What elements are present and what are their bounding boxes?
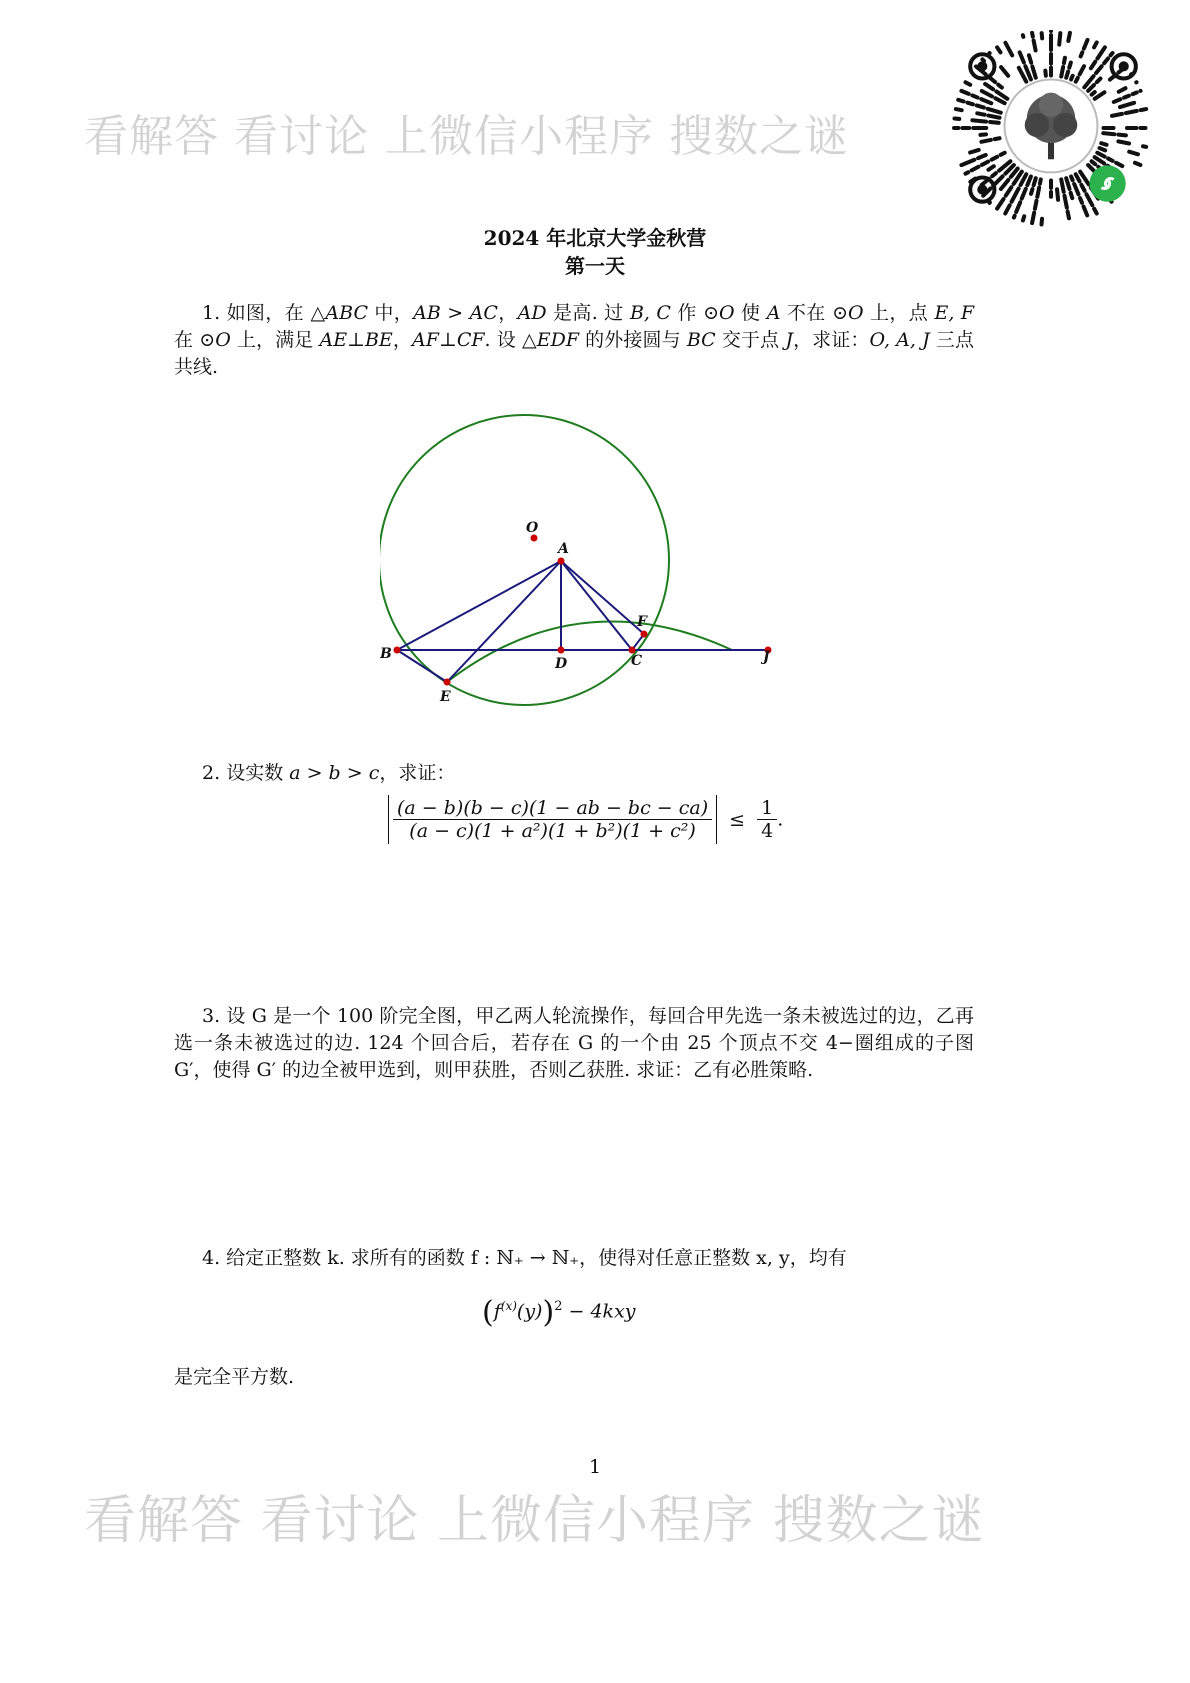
qr-ray	[1068, 212, 1069, 219]
qr-ray	[1001, 67, 1008, 76]
qr-ray	[1116, 163, 1122, 166]
qr-ray	[1032, 33, 1033, 37]
qr-ray	[1061, 179, 1063, 191]
qr-ray	[1014, 216, 1015, 218]
qr-ray	[1012, 188, 1019, 201]
qr-ray	[965, 82, 970, 85]
qr-ray	[1029, 55, 1031, 62]
segment-AC	[561, 561, 632, 650]
left-paren: (	[482, 1295, 494, 1330]
qr-ray	[1141, 109, 1146, 110]
qr-ray	[982, 59, 984, 61]
relation-symbol: ≤	[729, 808, 746, 831]
qr-ray	[1108, 159, 1112, 161]
qr-ray	[1111, 53, 1113, 55]
qr-ray	[1016, 202, 1020, 212]
qr-ray	[988, 166, 993, 170]
watermark-top: 看解答 看讨论 上微信小程序 搜数之谜	[84, 111, 849, 162]
problem-1: 1. 如图，在 △ABC 中，AB > AC，AD 是高. 过 B, C 作 ⊙O 使 A 不在 ⊙O 上，点 E, F 在 ⊙O 上，满足 AE⊥BE，AF⊥CF. 设 △EDF 的外接圆与 BC 交于点 J，求证：O, A, J 三点共线.	[174, 302, 974, 378]
qr-ray	[1068, 33, 1070, 41]
qr-ray	[1080, 198, 1082, 203]
qr-ray	[1020, 52, 1024, 62]
problem-2: 2. 设实数 a > b > c，求证：	[202, 762, 456, 784]
qr-ray	[992, 157, 998, 160]
fraction-numerator: (a − b)(b − c)(1 − ab − bc − ca)	[393, 797, 712, 820]
qr-ray	[980, 134, 986, 135]
qr-ray	[1092, 92, 1095, 95]
expr-arg: (y)	[516, 1300, 543, 1323]
fraction-denominator: (a − c)(1 + a²)(1 + b²)(1 + c²)	[409, 820, 696, 842]
circle-O	[380, 415, 669, 705]
segment-AE	[447, 561, 561, 682]
qr-ray	[972, 167, 979, 171]
qr-ray	[1064, 58, 1065, 63]
qr-ray	[1097, 47, 1104, 58]
qr-ray	[981, 99, 991, 103]
qr-ray	[1086, 194, 1092, 205]
qr-ray	[1092, 161, 1096, 164]
qr-ray	[1071, 76, 1073, 80]
qr-ray	[961, 160, 974, 165]
qr-ray	[1088, 85, 1094, 91]
expr-iterate: (x)	[500, 1299, 517, 1314]
point-D	[558, 647, 565, 654]
label-O: O	[526, 520, 539, 536]
qr-ray	[1064, 196, 1066, 208]
qr-ray	[1124, 96, 1129, 98]
label-A: A	[558, 541, 569, 557]
qr-ray	[1037, 188, 1039, 197]
point-B	[394, 647, 401, 654]
qr-ray	[997, 47, 1000, 52]
qr-ray	[977, 105, 984, 107]
qr-ray	[1080, 66, 1084, 74]
rhs-denominator: 4	[761, 820, 774, 842]
qr-ray	[1126, 111, 1137, 113]
qr-ray	[1066, 72, 1068, 78]
qr-ray	[1042, 33, 1043, 38]
qr-ray	[1088, 165, 1095, 172]
label-B: B	[380, 646, 392, 662]
qr-ray	[1119, 88, 1126, 92]
qr-ray	[1027, 176, 1031, 185]
qr-ray	[1066, 178, 1069, 189]
qr-ray	[1071, 193, 1073, 198]
expr-power: 2	[554, 1299, 563, 1315]
problem-3	[174, 1003, 974, 1084]
page-number: 1	[588, 1456, 602, 1478]
qr-ray	[965, 172, 968, 173]
qr-ray	[1045, 71, 1046, 76]
qr-ray	[1059, 33, 1060, 44]
qr-ray	[1006, 187, 1012, 195]
qr-ray	[1112, 114, 1122, 116]
problem-4	[174, 1245, 974, 1272]
qr-ray	[1081, 52, 1083, 56]
qr-ray	[1057, 189, 1058, 199]
qr-ray	[1135, 163, 1140, 165]
qr-ray	[1032, 67, 1035, 78]
label-E: E	[440, 689, 451, 705]
qr-ray	[1129, 152, 1138, 155]
qr-ray	[1022, 189, 1026, 199]
segment-AF	[561, 561, 644, 634]
label-F: F	[637, 614, 647, 630]
qr-ray	[990, 122, 999, 123]
main-fraction	[393, 797, 712, 842]
qr-ray	[961, 91, 968, 94]
problem-3-text: 3. 设 G 是一个 100 阶完全图，甲乙两人轮流操作，每回合甲先选一条未被选过的边，乙再选一条未被选过的边. 124 个回合后，若存在 G 的一个由 25 个顶点不交 4−圈组成的子图 G′，使得 G′ 的边全被甲选到，则甲获胜，否则乙获胜. 求证：乙有必胜策略.	[174, 1005, 974, 1081]
qr-ray	[1005, 43, 1012, 56]
rhs-numerator: 1	[757, 797, 777, 820]
qr-ray	[1101, 143, 1106, 145]
qr-ray	[998, 85, 1002, 88]
qr-ray	[1097, 153, 1104, 157]
qr-ray	[997, 199, 1003, 209]
label-J: J	[763, 649, 770, 665]
qr-ray	[1118, 141, 1129, 143]
qr-ray	[1094, 42, 1097, 47]
qr-ray	[1120, 103, 1134, 107]
watermark-bottom: 看解答 看讨论 上微信小程序 搜数之谜	[84, 1491, 985, 1551]
qr-ray	[1071, 176, 1073, 180]
qr-ray	[1035, 201, 1037, 209]
qr-ray	[1040, 179, 1041, 183]
point-A	[558, 558, 565, 565]
qr-ray	[995, 138, 1000, 139]
problem-4-text: 4. 给定正整数 k. 求所有的函数 f : ℕ₊ → ℕ₊，使得对任意正整数 x, y，均有	[202, 1247, 847, 1269]
qr-ray	[1118, 135, 1125, 136]
qr-ray	[1069, 63, 1071, 68]
qr-ray	[968, 103, 973, 105]
figure-points	[394, 535, 772, 686]
qr-ray	[1031, 189, 1032, 194]
qr-ray	[1103, 133, 1114, 134]
qr-ray	[1080, 172, 1088, 185]
circumcircle-EDF-arc	[447, 622, 732, 682]
qr-ray	[1074, 184, 1078, 194]
square-expression	[482, 1295, 702, 1345]
qr-ray	[1061, 67, 1063, 76]
qr-ray	[989, 116, 1000, 118]
qr-ray	[1076, 78, 1078, 82]
absolute-value	[388, 795, 717, 844]
qr-ray	[970, 150, 979, 153]
qr-ray	[977, 113, 984, 114]
qr-ray	[972, 120, 986, 121]
qr-ray	[1034, 178, 1036, 185]
qr-ray	[1114, 99, 1121, 102]
point-E	[444, 679, 451, 686]
qr-ray	[956, 109, 962, 110]
rhs-fraction	[757, 797, 777, 842]
equation-period: .	[777, 808, 784, 831]
page-subtitle: 第一天	[565, 254, 625, 278]
qr-ray	[982, 162, 988, 165]
qr-ray	[1097, 79, 1101, 83]
qr-ray	[1034, 41, 1036, 51]
segment-BE	[397, 650, 447, 682]
label-C: C	[631, 653, 643, 669]
triangle-lines	[397, 561, 768, 682]
qr-ray	[1084, 207, 1088, 216]
qr-ray	[1100, 148, 1106, 150]
label-D: D	[555, 656, 568, 672]
qr-ray	[1023, 216, 1024, 220]
qr-ray	[1143, 146, 1146, 147]
qr-ray	[1001, 153, 1005, 155]
problem-4-tail	[174, 1364, 974, 1391]
right-paren: )	[542, 1295, 555, 1330]
mini-program-icon	[1089, 165, 1125, 201]
qr-ray	[1001, 180, 1008, 189]
point-F	[641, 631, 648, 638]
qr-finder-top-right	[1112, 54, 1136, 78]
qr-ray	[995, 98, 1004, 103]
qr-code	[950, 30, 1152, 232]
qr-ray	[1076, 174, 1080, 181]
qr-ray	[958, 100, 963, 102]
qr-ray	[972, 95, 977, 97]
inequality-display	[388, 795, 788, 875]
qr-ray	[1091, 62, 1095, 68]
segment-AB	[397, 561, 561, 650]
qr-ray	[1005, 205, 1009, 213]
qr-ray	[981, 140, 990, 142]
qr-ray	[1133, 92, 1137, 94]
qr-ray	[1081, 185, 1084, 191]
expr-f: f	[493, 1300, 501, 1323]
qr-ray	[1104, 58, 1108, 63]
page-title: 2024 年北京大学金秋营	[483, 226, 707, 250]
qr-ray	[978, 155, 986, 158]
qr-ray	[992, 173, 996, 176]
qr-ray	[1096, 66, 1102, 73]
geometry-figure	[380, 400, 800, 710]
qr-ray	[982, 91, 992, 96]
qr-ray	[1084, 40, 1088, 49]
problem-4-tail-text: 是完全平方数.	[174, 1366, 295, 1388]
qr-ray	[985, 84, 993, 89]
qr-ray	[1094, 209, 1097, 214]
expr-rest: − 4kxy	[562, 1300, 636, 1323]
qr-ray	[988, 109, 1001, 113]
